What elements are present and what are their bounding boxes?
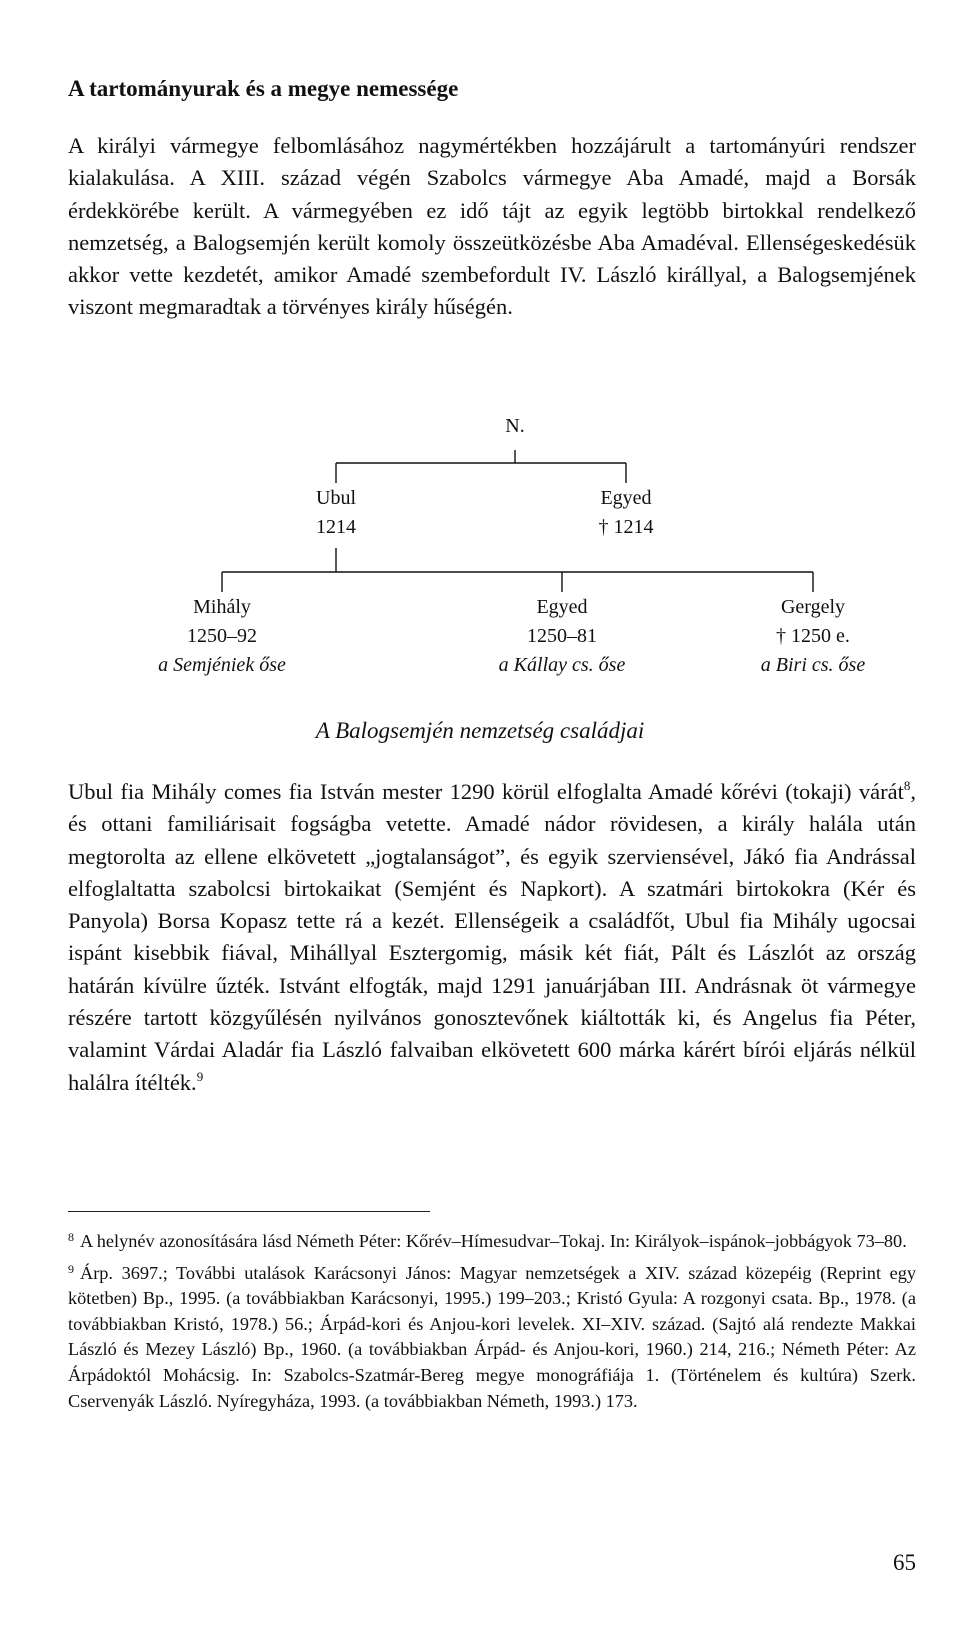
main-paragraph [68, 776, 916, 1099]
footnote-9 [68, 1257, 916, 1415]
tree-node-gergely [738, 593, 888, 680]
footnote-divider [68, 1211, 430, 1212]
footnote-number: 8 [68, 1230, 74, 1244]
tree-root-name: N. [505, 415, 525, 437]
tree-node-note: a Semjéniek őse [158, 654, 286, 676]
footnote-8 [68, 1225, 916, 1255]
main-paragraph-part1: Ubul fia Mihály comes fia István mester 1290 körül elfoglalta Amadé kőrévi (tokaji) várát [68, 779, 904, 804]
tree-node-date: † 1214 [598, 516, 654, 538]
tree-node-name: Egyed [600, 487, 652, 509]
tree-node-mihaly [112, 593, 332, 680]
tree-node-name: Egyed [536, 596, 588, 618]
footnote-ref-8[interactable]: 8 [903, 778, 911, 793]
tree-node-name: Mihály [193, 596, 251, 618]
footnote-text: A helynév azonosítására lásd Németh Péter: Kőrév–Hímesudvar–Tokaj. In: Királyok–ispánok–jobbágyok 73–80. [80, 1231, 907, 1251]
tree-node-note: a Biri cs. őse [760, 654, 866, 676]
footnote-number: 9 [68, 1261, 74, 1276]
footnote-text: Árp. 3697.; További utalások Karácsonyi János: Magyar nemzetségek a XIV. század közepéig (Reprint egy kötetben) Bp., 1995. (a továbbiakban Karácsonyi, 1995.) 199–203.; Kristó Gyula: A rozgonyi csata. Bp., 1978. (a továbbiakban Kristó, 1978.) 56.; Árpád-kori és Anjou-kori levelek. XI–XIV. század. (Sajtó alá rendezte Makkai László és Mezey László) Bp., 1960. (a továbbiakban Árpád- és Anjou-kori, 1960.) 214, 216.; Németh Péter: Az Árpádoktól Mohácsig. In: Szabolcs-Szatmár-Bereg megye monográfiája 1. (Történelem és kultúra) Szerk. Cservenyák László. Nyíregyháza, 1993. (a továbbiakban Németh, 1993.) 173. [68, 1262, 916, 1411]
tree-node-note: a Kállay cs. őse [498, 654, 626, 676]
family-tree-lines [0, 428, 960, 728]
footnote-ref-9[interactable]: 9 [196, 1068, 204, 1084]
footnotes [68, 1225, 916, 1416]
tree-node-date: 1214 [316, 516, 356, 538]
page-number: 65 [893, 1550, 916, 1575]
tree-node-root [475, 412, 555, 441]
tree-node-date: 1250–81 [527, 625, 597, 647]
tree-node-egyed [561, 484, 691, 542]
tree-node-name: Ubul [316, 487, 356, 509]
main-paragraph-part2: , és ottani familiárisait fogságba vetette. Amadé nádor rövidesen, a király halála után megtorolta az ellene elkövetett „jogtalanságot”, és egyik szerviensével, Jákó fia Andrással elfoglaltatta szabolcsi birtokaikat (Semjént és Napkort). A szatmári birtokokra (Kér és Panyola) Borsa Kopasz tette rá a kezét. Ellenségeik a családfőt, Ubul fia Mihály ugocsai ispánt kisebbik fiával, Mihállyal Esztergomig, másik két fiát, Pált és Lászlót az ország határán kívülre űzték. Istvánt elfogták, majd 1291 januárjában III. Andrásnak öt vármegye részére tartott közgyűlésén nyilvános gonosztevőnek kiáltották ki, és Angelus fia Péter, valamint Várdai Aladár fia László falvaiban elkövetett 600 márka kárért bírói eljárás nélkül halálra ítélték. [68, 779, 916, 1095]
intro-paragraph: A királyi vármegye felbomlásához nagymértékben hozzájárult a tartományúri rendszer kialakulása. A XIII. század végén Szabolcs vármegye Aba Amadé, majd a Borsák érdekkörébe került. A vármegyében ez idő tájt az egyik legtöbb birtokkal rendelkező nemzetség, a Balogsemjén került komoly összeütközésbe Aba Amadéval. Ellenségeskedésük akkor vette kezdetét, amikor Amadé szembefordult IV. László királlyal, a Balogsemjének viszont megmaradtak a törvényes király hűségén. [68, 133, 916, 320]
tree-node-ubul [281, 484, 391, 542]
tree-node-name: Gergely [780, 596, 846, 618]
section-heading: A tartományurak és a megye nemessége [68, 76, 459, 101]
figure-caption: A Balogsemjén nemzetség családjai [315, 718, 645, 743]
family-tree [0, 415, 960, 728]
tree-node-date: 1250–92 [187, 625, 257, 647]
tree-node-date: † 1250 e. [776, 625, 850, 647]
tree-node-egyed-kallay [482, 593, 642, 680]
